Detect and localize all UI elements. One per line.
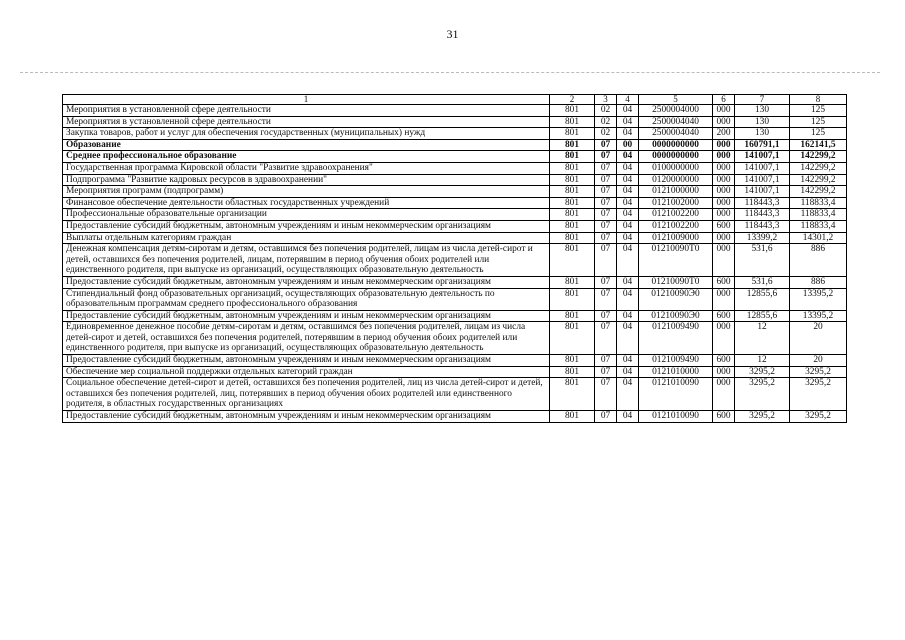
table-row (63, 209, 847, 221)
row-value-cell: 142299,2 (790, 174, 847, 186)
row-value-cell: 118833,4 (790, 209, 847, 221)
row-value-cell: 04 (617, 220, 639, 232)
header-cell: 4 (617, 95, 639, 105)
row-value-cell: 04 (617, 378, 639, 411)
divider (20, 72, 880, 73)
row-value-cell: 0121010090 (639, 378, 713, 411)
row-value-cell: 04 (617, 197, 639, 209)
row-value-cell: 07 (595, 366, 617, 378)
row-name-cell: Профессиональные образовательные организации (63, 209, 550, 221)
table-row (63, 139, 847, 151)
row-value-cell: 531,6 (735, 244, 790, 277)
row-value-cell: 000 (713, 197, 735, 209)
row-value-cell: 801 (550, 209, 595, 221)
row-value-cell: 07 (595, 276, 617, 288)
row-value-cell: 2500004000 (639, 105, 713, 117)
row-value-cell: 0121002000 (639, 197, 713, 209)
row-name-cell: Стипендиальный фонд образовательных организаций, осуществляющих образовательную деятельность по образовательным программам среднего профессионального образования (63, 288, 550, 310)
row-value-cell: 118443,3 (735, 209, 790, 221)
row-value-cell: 12855,6 (735, 310, 790, 322)
row-value-cell: 141007,1 (735, 162, 790, 174)
row-value-cell: 0000000000 (639, 151, 713, 163)
row-value-cell: 801 (550, 186, 595, 198)
row-name-cell: Государственная программа Кировской области "Развитие здравоохранения" (63, 162, 550, 174)
row-name-cell: Единовременное денежное пособие детям-сиротам и детям, оставшимся без попечения родителей, лицам из числа детей-сирот и детей, оставшихся без попечения родителей, потерявшим в период обучения обоих родителей или единственного родителя, при выпуске из организаций, осуществляющих образовательную деятельность (63, 322, 550, 355)
row-value-cell: 801 (550, 174, 595, 186)
header-cell: 7 (735, 95, 790, 105)
row-value-cell: 07 (595, 232, 617, 244)
row-value-cell: 000 (713, 186, 735, 198)
row-value-cell: 118443,3 (735, 197, 790, 209)
row-value-cell: 125 (790, 116, 847, 128)
row-value-cell: 00 (617, 139, 639, 151)
row-value-cell: 07 (595, 288, 617, 310)
row-value-cell: 801 (550, 232, 595, 244)
row-value-cell: 141007,1 (735, 174, 790, 186)
row-value-cell: 01210090Т0 (639, 244, 713, 277)
budget-table (62, 94, 847, 423)
row-value-cell: 0121000000 (639, 186, 713, 198)
row-value-cell: 118443,3 (735, 220, 790, 232)
row-value-cell: 04 (617, 411, 639, 423)
row-value-cell: 600 (713, 411, 735, 423)
row-name-cell: Социальное обеспечение детей-сирот и детей, оставшихся без попечения родителей, лиц из числа детей-сирот и детей, оставшихся без попечения родителей, лиц, потерявших в период обучения обоих родителей или единственного родителя, в областных государственных организациях (63, 378, 550, 411)
row-name-cell: Среднее профессиональное образование (63, 151, 550, 163)
row-value-cell: 000 (713, 232, 735, 244)
table-row (63, 232, 847, 244)
row-value-cell: 13399,2 (735, 232, 790, 244)
row-value-cell: 801 (550, 366, 595, 378)
table-row (63, 355, 847, 367)
row-value-cell: 3295,2 (735, 378, 790, 411)
row-value-cell: 13395,2 (790, 288, 847, 310)
row-value-cell: 125 (790, 105, 847, 117)
page-number: 31 (446, 27, 459, 41)
row-value-cell: 3295,2 (790, 366, 847, 378)
row-value-cell: 04 (617, 310, 639, 322)
row-value-cell: 801 (550, 105, 595, 117)
table-row (63, 366, 847, 378)
row-value-cell: 886 (790, 276, 847, 288)
row-value-cell: 200 (713, 128, 735, 140)
row-value-cell: 02 (595, 105, 617, 117)
row-value-cell: 02 (595, 128, 617, 140)
row-value-cell: 3295,2 (790, 411, 847, 423)
row-value-cell: 801 (550, 355, 595, 367)
row-value-cell: 14301,2 (790, 232, 847, 244)
row-value-cell: 886 (790, 244, 847, 277)
row-value-cell: 130 (735, 105, 790, 117)
row-value-cell: 07 (595, 411, 617, 423)
row-value-cell: 141007,1 (735, 151, 790, 163)
row-value-cell: 04 (617, 209, 639, 221)
row-name-cell: Образование (63, 139, 550, 151)
row-value-cell: 118833,4 (790, 220, 847, 232)
header-cell: 3 (595, 95, 617, 105)
table-row (63, 197, 847, 209)
row-value-cell: 142299,2 (790, 151, 847, 163)
row-value-cell: 07 (595, 310, 617, 322)
row-value-cell: 801 (550, 220, 595, 232)
row-value-cell: 07 (595, 151, 617, 163)
row-value-cell: 02 (595, 116, 617, 128)
row-value-cell: 000 (713, 288, 735, 310)
row-value-cell: 04 (617, 355, 639, 367)
row-value-cell: 000 (713, 139, 735, 151)
row-value-cell: 000 (713, 105, 735, 117)
row-value-cell: 000 (713, 174, 735, 186)
row-name-cell: Мероприятия в установленной сфере деятельности (63, 105, 550, 117)
table-row (63, 186, 847, 198)
row-value-cell: 3295,2 (735, 366, 790, 378)
row-name-cell: Предоставление субсидий бюджетным, автономным учреждениям и иным некоммерческим организациям (63, 355, 550, 367)
row-value-cell: 3295,2 (790, 378, 847, 411)
row-value-cell: 07 (595, 220, 617, 232)
header-cell: 5 (639, 95, 713, 105)
row-value-cell: 0121009490 (639, 355, 713, 367)
table-row (63, 174, 847, 186)
table-header-row (63, 95, 847, 105)
row-value-cell: 07 (595, 197, 617, 209)
row-value-cell: 04 (617, 276, 639, 288)
row-value-cell: 801 (550, 378, 595, 411)
row-value-cell: 142299,2 (790, 162, 847, 174)
table-body (63, 105, 847, 423)
row-value-cell: 0100000000 (639, 162, 713, 174)
row-value-cell: 162141,5 (790, 139, 847, 151)
row-value-cell: 801 (550, 139, 595, 151)
table-row (63, 378, 847, 411)
row-value-cell: 01210090Т0 (639, 276, 713, 288)
row-value-cell: 04 (617, 116, 639, 128)
row-value-cell: 000 (713, 378, 735, 411)
row-value-cell: 141007,1 (735, 186, 790, 198)
row-name-cell: Подпрограмма "Развитие кадровых ресурсов в здравоохранении" (63, 174, 550, 186)
row-value-cell: 12 (735, 355, 790, 367)
row-value-cell: 0121010000 (639, 366, 713, 378)
row-value-cell: 000 (713, 244, 735, 277)
row-value-cell: 130 (735, 116, 790, 128)
row-value-cell: 801 (550, 276, 595, 288)
row-value-cell: 000 (713, 151, 735, 163)
row-value-cell: 2500004040 (639, 116, 713, 128)
row-value-cell: 600 (713, 355, 735, 367)
header-cell: 8 (790, 95, 847, 105)
row-name-cell: Предоставление субсидий бюджетным, автономным учреждениям и иным некоммерческим организациям (63, 411, 550, 423)
row-value-cell: 0121009000 (639, 232, 713, 244)
row-value-cell: 2500004040 (639, 128, 713, 140)
row-value-cell: 04 (617, 128, 639, 140)
row-value-cell: 801 (550, 322, 595, 355)
row-value-cell: 600 (713, 276, 735, 288)
row-value-cell: 3295,2 (735, 411, 790, 423)
row-value-cell: 0121009490 (639, 322, 713, 355)
row-value-cell: 04 (617, 151, 639, 163)
row-name-cell: Предоставление субсидий бюджетным, автономным учреждениям и иным некоммерческим организациям (63, 220, 550, 232)
row-value-cell: 07 (595, 244, 617, 277)
row-value-cell: 142299,2 (790, 186, 847, 198)
row-name-cell: Обеспечение мер социальной поддержки отдельных категорий граждан (63, 366, 550, 378)
row-name-cell: Выплаты отдельным категориям граждан (63, 232, 550, 244)
row-value-cell: 600 (713, 220, 735, 232)
row-name-cell: Предоставление субсидий бюджетным, автономным учреждениям и иным некоммерческим организациям (63, 310, 550, 322)
row-value-cell: 801 (550, 244, 595, 277)
row-value-cell: 20 (790, 322, 847, 355)
row-value-cell: 000 (713, 162, 735, 174)
row-value-cell: 0121002200 (639, 220, 713, 232)
row-value-cell: 0120000000 (639, 174, 713, 186)
row-value-cell: 20 (790, 355, 847, 367)
row-value-cell: 01210090Э0 (639, 288, 713, 310)
row-name-cell: Предоставление субсидий бюджетным, автономным учреждениям и иным некоммерческим организациям (63, 276, 550, 288)
row-value-cell: 12855,6 (735, 288, 790, 310)
row-value-cell: 13395,2 (790, 310, 847, 322)
row-name-cell: Мероприятия в установленной сфере деятельности (63, 116, 550, 128)
row-value-cell: 801 (550, 116, 595, 128)
row-name-cell: Денежная компенсация детям-сиротам и детям, оставшимся без попечения родителей, лицам из числа детей-сирот и детей, оставшихся без попечения родителей, лицам, потерявшим в период обучения обоих родителей или единственного родителя, при выпуске из организаций, осуществляющих образовательную деятельность (63, 244, 550, 277)
table-row (63, 116, 847, 128)
row-value-cell: 07 (595, 186, 617, 198)
row-value-cell: 000 (713, 209, 735, 221)
row-value-cell: 801 (550, 151, 595, 163)
row-value-cell: 04 (617, 322, 639, 355)
row-value-cell: 130 (735, 128, 790, 140)
row-name-cell: Мероприятия программ (подпрограмм) (63, 186, 550, 198)
header-cell: 2 (550, 95, 595, 105)
table-row (63, 276, 847, 288)
row-value-cell: 801 (550, 128, 595, 140)
row-value-cell: 04 (617, 288, 639, 310)
row-value-cell: 0000000000 (639, 139, 713, 151)
table-row (63, 220, 847, 232)
row-value-cell: 04 (617, 244, 639, 277)
table-row (63, 322, 847, 355)
row-value-cell: 12 (735, 322, 790, 355)
row-name-cell: Финансовое обеспечение деятельности областных государственных учреждений (63, 197, 550, 209)
row-value-cell: 000 (713, 366, 735, 378)
row-value-cell: 01210090Э0 (639, 310, 713, 322)
row-value-cell: 0121002200 (639, 209, 713, 221)
row-name-cell: Закупка товаров, работ и услуг для обеспечения государственных (муниципальных) нужд (63, 128, 550, 140)
row-value-cell: 125 (790, 128, 847, 140)
table-row (63, 162, 847, 174)
row-value-cell: 07 (595, 174, 617, 186)
table-row (63, 310, 847, 322)
row-value-cell: 0121010090 (639, 411, 713, 423)
row-value-cell: 160791,1 (735, 139, 790, 151)
row-value-cell: 07 (595, 139, 617, 151)
row-value-cell: 04 (617, 232, 639, 244)
row-value-cell: 531,6 (735, 276, 790, 288)
row-value-cell: 04 (617, 186, 639, 198)
table-row (63, 288, 847, 310)
row-value-cell: 04 (617, 174, 639, 186)
row-value-cell: 801 (550, 310, 595, 322)
row-value-cell: 07 (595, 322, 617, 355)
header-cell: 1 (63, 95, 550, 105)
row-value-cell: 07 (595, 209, 617, 221)
row-value-cell: 600 (713, 310, 735, 322)
row-value-cell: 118833,4 (790, 197, 847, 209)
row-value-cell: 801 (550, 411, 595, 423)
table-row (63, 105, 847, 117)
table-row (63, 244, 847, 277)
row-value-cell: 07 (595, 355, 617, 367)
table-row (63, 411, 847, 423)
header-cell: 6 (713, 95, 735, 105)
row-value-cell: 04 (617, 366, 639, 378)
row-value-cell: 07 (595, 162, 617, 174)
row-value-cell: 801 (550, 162, 595, 174)
table-row (63, 128, 847, 140)
row-value-cell: 07 (595, 378, 617, 411)
row-value-cell: 04 (617, 105, 639, 117)
row-value-cell: 801 (550, 197, 595, 209)
table-row (63, 151, 847, 163)
row-value-cell: 000 (713, 322, 735, 355)
row-value-cell: 801 (550, 288, 595, 310)
row-value-cell: 000 (713, 116, 735, 128)
row-value-cell: 04 (617, 162, 639, 174)
